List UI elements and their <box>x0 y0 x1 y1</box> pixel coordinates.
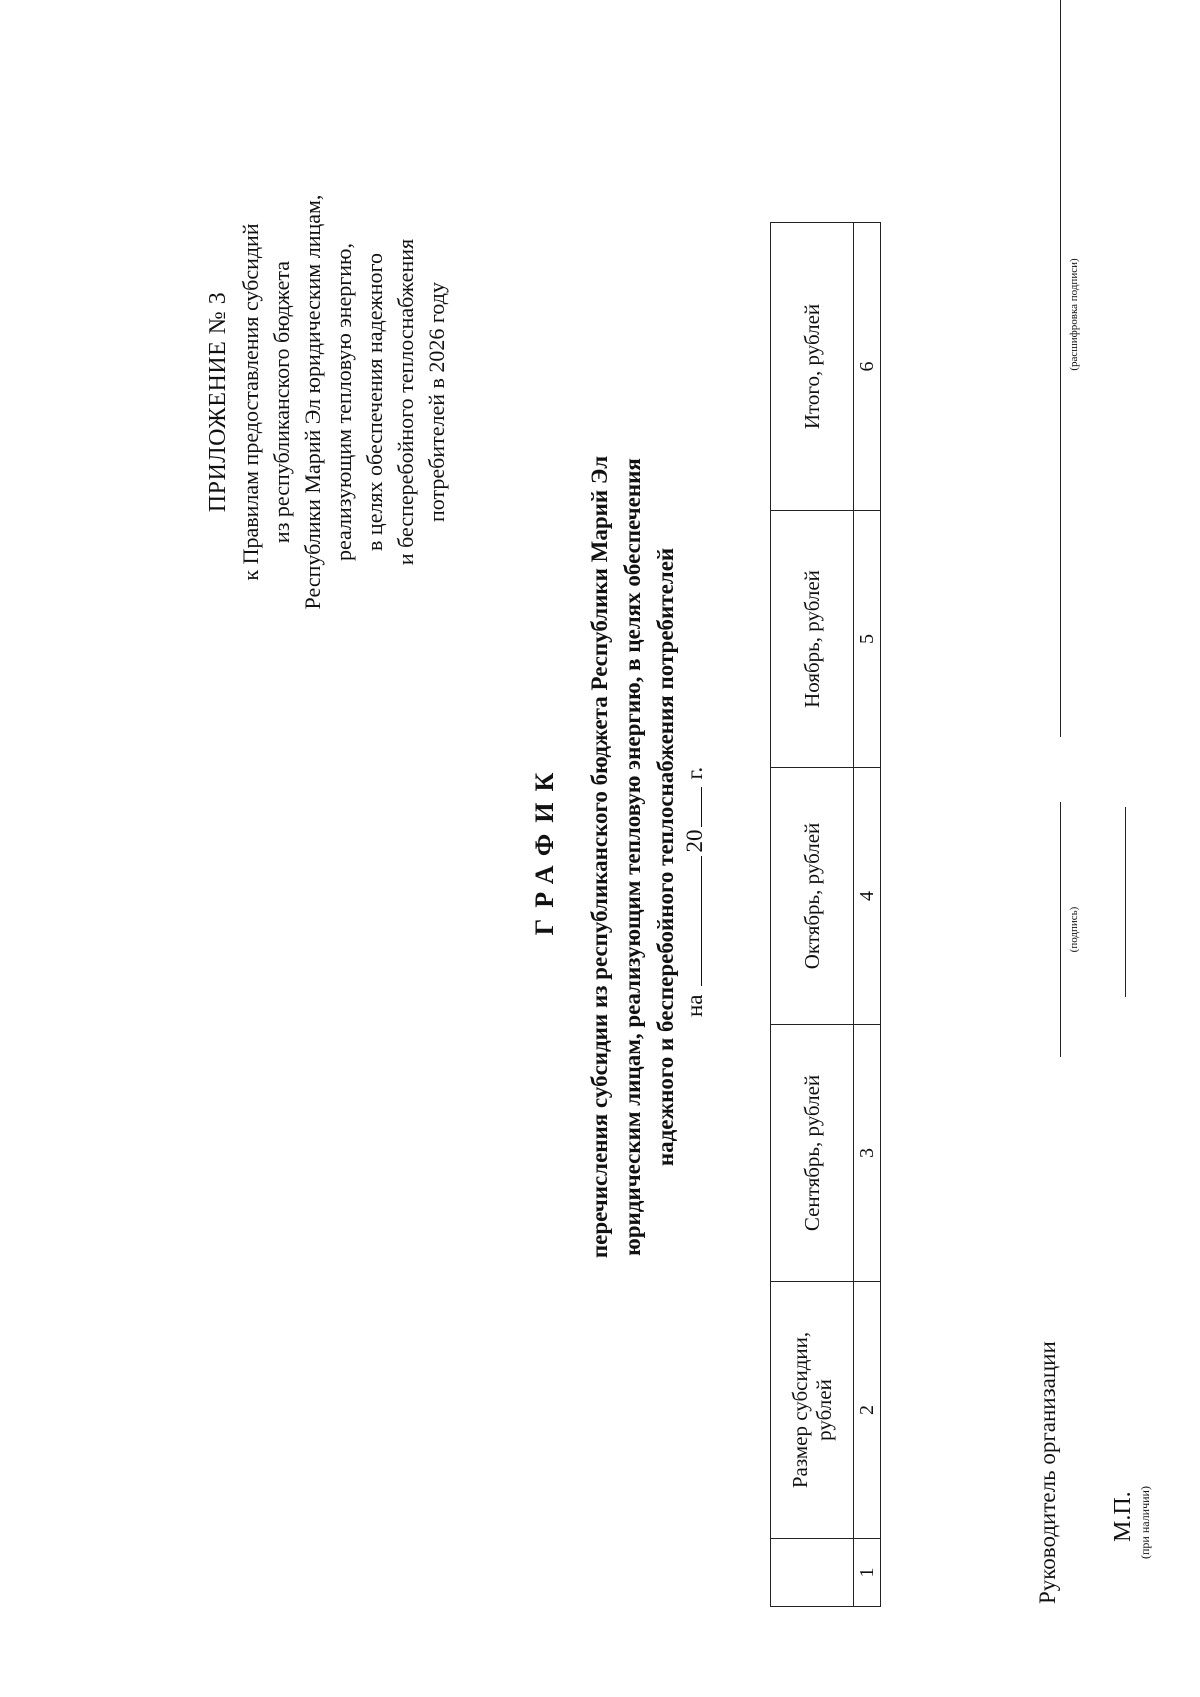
appendix-line: из республиканского бюджета <box>269 260 294 544</box>
signature-caption: (подпись) <box>1068 906 1080 953</box>
table-header-cell: Октябрь, рублей <box>771 768 854 1025</box>
table-header-row <box>771 223 854 1607</box>
subtitle-line: надежного и бесперебойного теплоснабжения потребителей <box>653 547 678 1167</box>
table-header-cell <box>771 1539 854 1607</box>
period-year-blank <box>701 787 702 827</box>
appendix-line: Республики Марий Эл юридическим лицам, <box>300 194 325 610</box>
period-prefix: на <box>682 994 707 1017</box>
appendix-line: и бесперебойного теплоснабжения <box>393 238 418 566</box>
table-header-cell: Сентябрь, рублей <box>771 1025 854 1282</box>
stamp-caption: (при наличии) <box>1138 1486 1152 1559</box>
subtitle-line: юридическим лицам, реализующим тепловую энергию, в целях обеспечения <box>620 458 645 1256</box>
table-blank-cell <box>881 1282 890 1539</box>
table-number-cell: 1 <box>854 1539 881 1607</box>
table-header-cell: Итого, рублей <box>771 223 854 511</box>
extra-line <box>1125 807 1126 997</box>
document-subtitle <box>583 267 682 1447</box>
subtitle-line: перечисления субсидии из республиканского бюджета Республики Марий Эл <box>587 455 612 1259</box>
table-blank-row <box>881 223 890 1607</box>
period-blank <box>701 856 702 986</box>
decoding-line <box>1060 0 1061 737</box>
document-title: ГРАФИК <box>530 761 559 936</box>
appendix-block <box>203 132 452 672</box>
table-number-cell: 3 <box>854 1025 881 1282</box>
appendix-line: к Правилам предоставления субсидий <box>238 223 263 581</box>
table-blank-cell <box>881 1025 890 1282</box>
table-number-row <box>854 223 881 1607</box>
appendix-line: потребителей в 2026 году <box>424 282 449 522</box>
schedule-table <box>770 222 889 1607</box>
header-text: Размер субсидии, <box>788 1331 812 1489</box>
table-number-cell: 5 <box>854 511 881 768</box>
table-number-cell: 6 <box>854 223 881 511</box>
period-line <box>682 767 708 1017</box>
period-year: 20 <box>682 829 707 853</box>
period-suffix: г. <box>682 766 707 780</box>
table-number-cell: 4 <box>854 768 881 1025</box>
table-blank-cell <box>881 511 890 768</box>
table-number-cell: 2 <box>854 1282 881 1539</box>
table-header-cell: Ноябрь, рублей <box>771 511 854 768</box>
table-blank-cell <box>881 1539 890 1607</box>
table-blank-cell <box>881 768 890 1025</box>
decoding-caption: (расшифровка подписи) <box>1068 258 1080 371</box>
appendix-line: реализующим тепловую энергию, <box>331 243 356 561</box>
appendix-title: ПРИЛОЖЕНИЕ № 3 <box>205 291 231 513</box>
stamp-label: М.П. <box>1110 1491 1136 1542</box>
table-blank-cell <box>881 223 890 511</box>
signature-line <box>1060 802 1061 1057</box>
head-of-organization-label: Руководитель организации <box>1035 1341 1060 1604</box>
table-header-cell <box>771 1282 854 1539</box>
header-text: рублей <box>812 1379 836 1441</box>
appendix-line: в целях обеспечения надежного <box>362 253 387 551</box>
